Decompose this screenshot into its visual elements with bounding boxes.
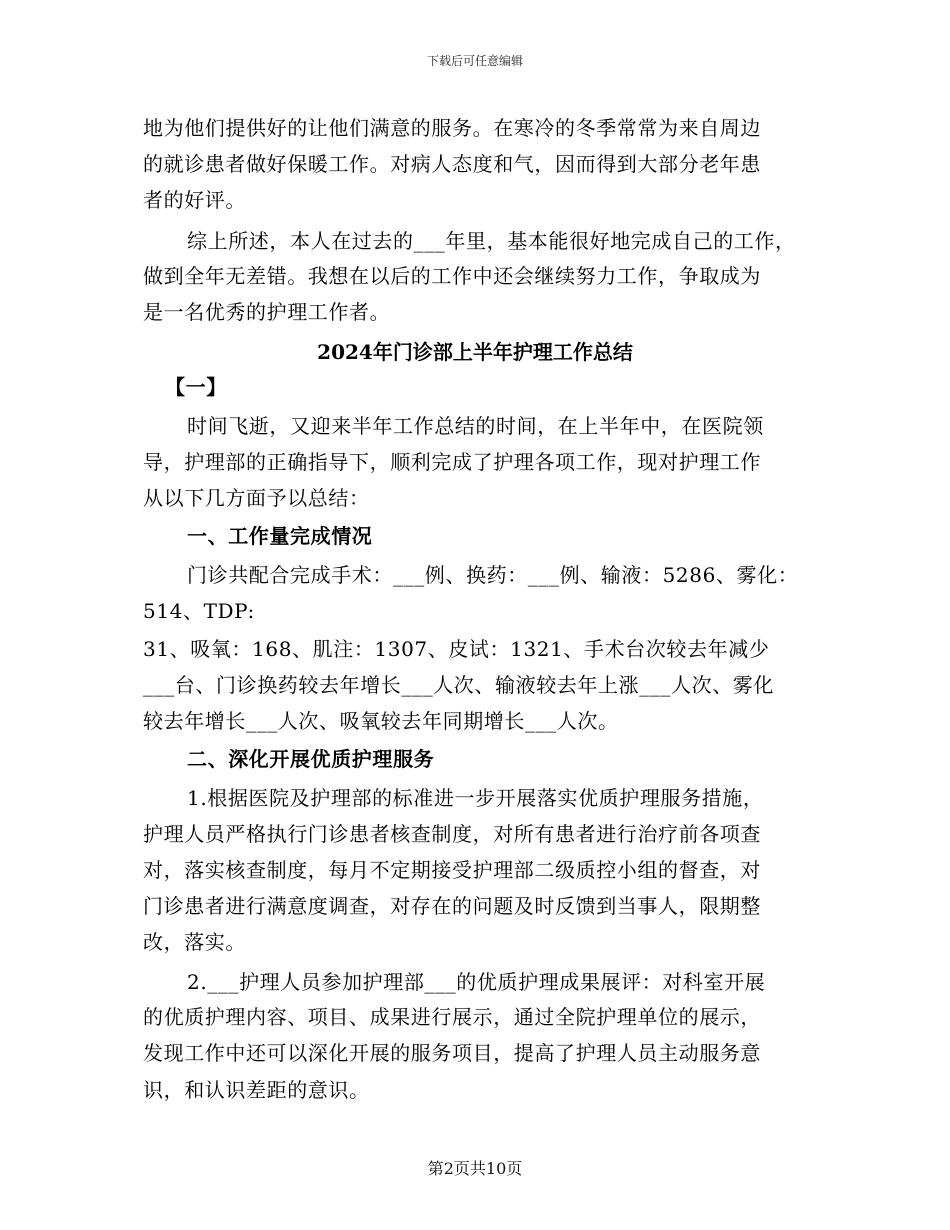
body-line: 是一名优秀的护理工作者。: [143, 300, 391, 324]
body-line: 的优质护理内容、项目、成果进行展示，通过全院护理单位的展示，: [143, 1005, 761, 1029]
body-line: 的就诊患者做好保暖工作。对病人态度和气，因而得到大部分老年患: [143, 152, 761, 176]
body-line: 发现工作中还可以深化开展的服务项目，提高了护理人员主动服务意: [143, 1041, 761, 1065]
body-line: 1.根据医院及护理部的标准进一步开展落实优质护理服务措施，: [187, 786, 764, 810]
body-line: 2.___护理人员参加护理部___的优质护理成果展评：对科室开展: [187, 970, 766, 994]
body-line: 护理人员严格执行门诊患者核查制度，对所有患者进行治疗前各项查: [143, 822, 761, 846]
body-line: 门诊患者进行满意度调查，对存在的问题及时反馈到当事人，限期整: [143, 894, 761, 918]
body-line: 514、TDP:: [143, 599, 255, 623]
body-line: 对，落实核查制度，每月不定期接受护理部二级质控小组的督查，对: [143, 858, 761, 882]
part-marker: 【一】: [165, 375, 227, 399]
body-line: 时间飞逝，又迎来半年工作总结的时间，在上半年中，在医院领: [187, 414, 764, 438]
body-line: 做到全年无差错。我想在以后的工作中还会继续努力工作，争取成为: [143, 264, 761, 288]
section-heading: 二、深化开展优质护理服务: [187, 747, 435, 771]
body-line: 者的好评。: [143, 188, 246, 212]
body-line: 综上所述，本人在过去的___年里，基本能很好地完成自己的工作，: [187, 229, 796, 253]
body-line: 改，落实。: [143, 930, 246, 954]
section-heading: 一、工作量完成情况: [187, 524, 373, 548]
body-line: 31、吸氧：168、肌注：1307、皮试：1321、手术台次较去年减少: [143, 637, 770, 661]
body-line: 地为他们提供好的让他们满意的服务。在寒冷的冬季常常为来自周边: [143, 116, 761, 140]
header-note: 下载后可任意编辑: [426, 54, 523, 68]
section-title: 2024年门诊部上半年护理工作总结: [317, 340, 633, 364]
body-line: 门诊共配合完成手术：___例、换药：___例、输液：5286、雾化：: [187, 563, 799, 587]
page-number: 第2页共10页: [427, 1159, 523, 1178]
body-line: ___台、门诊换药较去年增长___人次、输液较去年上涨___人次、雾化: [143, 673, 774, 697]
body-line: 导，护理部的正确指导下，顺利完成了护理各项工作，现对护理工作: [143, 450, 761, 474]
body-line: 较去年增长___人次、吸氧较去年同期增长___人次。: [143, 709, 619, 733]
body-line: 识，和认识差距的意识。: [143, 1078, 370, 1102]
body-line: 从以下几方面予以总结：: [143, 486, 370, 510]
